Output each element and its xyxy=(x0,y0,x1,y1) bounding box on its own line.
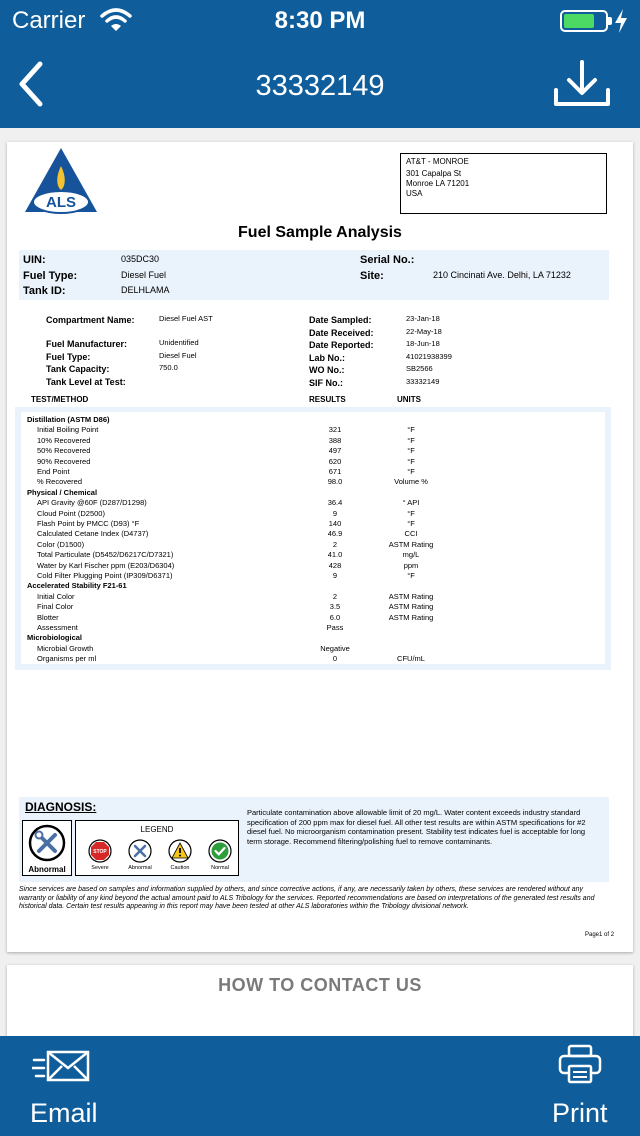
detail-label: Date Reported: xyxy=(309,340,374,350)
results-row xyxy=(21,570,605,581)
column-header-method: TEST/METHOD xyxy=(31,395,89,404)
test-result-value: 497 xyxy=(328,446,342,456)
site-value: 210 Cincinati Ave. Delhi, LA 71232 xyxy=(433,270,571,280)
abnormal-tools-icon xyxy=(28,824,66,862)
results-table xyxy=(21,412,605,664)
test-result-value: 46.9 xyxy=(327,529,343,539)
test-unit-value: ASTM Rating xyxy=(388,612,434,622)
test-result-value: 620 xyxy=(328,456,342,466)
legend-label: Normal xyxy=(211,865,229,871)
results-row xyxy=(21,518,605,529)
results-section-header xyxy=(21,414,605,425)
detail-value: 23-Jan-18 xyxy=(406,314,440,323)
test-name: Organisms per ml xyxy=(37,654,97,664)
legend-label: Severe xyxy=(91,865,109,871)
test-result-value: 3.5 xyxy=(329,602,341,612)
stop-icon xyxy=(88,839,112,863)
detail-value: 33332149 xyxy=(406,376,440,386)
test-result-value: 0 xyxy=(332,654,338,664)
detail-value: 18-Jun-18 xyxy=(406,339,440,348)
test-unit-value: °F xyxy=(407,446,415,456)
check-icon xyxy=(208,839,232,863)
print-label: Print xyxy=(552,1098,608,1128)
test-unit-value: °F xyxy=(407,467,415,476)
test-unit-value: CCI xyxy=(404,529,418,539)
test-result-value: 321 xyxy=(328,425,342,435)
test-result-value: Negative xyxy=(320,643,350,653)
test-unit-value: ppm xyxy=(403,560,419,570)
detail-value: SB2566 xyxy=(406,364,433,373)
results-row xyxy=(21,622,605,633)
detail-label: Lab No.: xyxy=(309,352,345,363)
address-line: 301 Capalpa St xyxy=(406,169,462,178)
results-row xyxy=(21,476,605,487)
results-row xyxy=(21,560,605,571)
download-button[interactable] xyxy=(552,60,612,110)
test-result-value: 41.0 xyxy=(327,550,343,560)
test-name: Flash Point by PMCC (D93) °F xyxy=(37,519,140,528)
test-unit-value: mg/L xyxy=(402,550,420,560)
test-result-value: 388 xyxy=(328,435,342,445)
site-label: Site: xyxy=(360,270,384,282)
report-title: Fuel Sample Analysis xyxy=(238,224,402,241)
results-row xyxy=(21,435,605,446)
legend-label: Caution xyxy=(170,865,190,871)
results-section-header xyxy=(21,632,605,643)
address-line: AT&T - MONROE xyxy=(406,157,469,166)
detail-label: Tank Capacity: xyxy=(46,364,110,374)
report-page-2[interactable] xyxy=(7,965,633,1045)
test-result-value: 140 xyxy=(328,519,342,528)
results-row xyxy=(21,591,605,602)
stop-icon-text: STOP xyxy=(93,849,107,855)
test-name: Total Particulate (D5452/D6217C/D7321) xyxy=(37,550,174,560)
detail-label: Date Sampled: xyxy=(309,315,372,325)
detail-label: WO No.: xyxy=(309,365,345,375)
tools-icon xyxy=(128,839,152,863)
legend-item-severe xyxy=(80,839,120,875)
diagnosis-status-box xyxy=(22,820,72,876)
logo-text: ALS xyxy=(46,194,76,211)
legend xyxy=(75,820,239,876)
column-header-results: RESULTS xyxy=(309,395,346,404)
test-name: Calculated Cetane Index (D4737) xyxy=(37,529,149,539)
status-bar xyxy=(0,0,640,40)
fuel-type-label: Fuel Type: xyxy=(23,270,78,282)
tank-id-value: DELHLAMA xyxy=(121,285,170,295)
nav-title: 33332149 xyxy=(255,70,385,102)
detail-label: Fuel Manufacturer: xyxy=(46,339,128,349)
printer-icon xyxy=(558,1044,602,1084)
results-row xyxy=(21,549,605,560)
test-unit-value: °F xyxy=(407,508,415,518)
results-section-header xyxy=(21,487,605,498)
test-name: Assessment xyxy=(37,623,78,632)
test-name: 50% Recovered xyxy=(37,446,91,456)
results-row xyxy=(21,456,605,467)
email-icon xyxy=(32,1048,92,1084)
test-name: Color (D1500) xyxy=(37,539,85,549)
battery-icon xyxy=(560,10,608,32)
diagnosis-status-label: Abnormal xyxy=(28,865,66,874)
legend-label: Abnormal xyxy=(128,865,152,871)
bottom-toolbar xyxy=(0,1036,640,1136)
results-row xyxy=(21,497,605,508)
print-button[interactable] xyxy=(540,1036,630,1136)
test-result-value: 2 xyxy=(332,591,338,601)
detail-value: Diesel Fuel AST xyxy=(159,314,213,323)
test-result-value: 2 xyxy=(332,539,338,549)
uin-value: 035DC30 xyxy=(121,254,160,264)
download-icon xyxy=(552,60,612,110)
test-name: Cold Filter Plugging Point (IP309/D6371) xyxy=(37,571,173,580)
detail-value: Unidentified xyxy=(159,338,199,347)
test-unit-value: °F xyxy=(407,435,415,445)
page-number: Page1 of 2 xyxy=(585,932,615,938)
test-name: Blotter xyxy=(37,612,59,622)
detail-value: Diesel Fuel xyxy=(159,351,197,360)
results-row xyxy=(21,653,605,664)
contact-heading: HOW TO CONTACT US xyxy=(218,975,422,995)
detail-value: 750.0 xyxy=(159,363,178,372)
test-name: Initial Boiling Point xyxy=(37,425,99,435)
test-unit-value: ASTM Rating xyxy=(388,539,434,549)
results-row xyxy=(21,612,605,623)
carrier-label: Carrier xyxy=(12,7,86,34)
legend-item-abnormal xyxy=(120,839,160,875)
tank-id-label: Tank ID: xyxy=(23,285,66,297)
test-name: Final Color xyxy=(37,602,74,612)
results-row xyxy=(21,643,605,654)
diagnosis-text: Particulate contamination above allowable limit of 20 mg/L. Water content exceeds industry standard specification of 200 ppm max for diesel fuel. All other test results are within ASTM specifications for #2 diesel fuel. No microorganism contamination present. Stability test indicates fuel is acceptable for long term storage. Recommend filtering/polishing fuel to remove contaminants. xyxy=(247,808,586,846)
section-name: Microbiological xyxy=(27,633,83,643)
test-result-value: 98.0 xyxy=(327,477,343,487)
results-row xyxy=(21,601,605,612)
nav-bar xyxy=(0,40,640,128)
results-row xyxy=(21,508,605,519)
detail-label: Tank Level at Test: xyxy=(46,377,126,387)
test-name: 10% Recovered xyxy=(37,435,91,445)
test-result-value: 428 xyxy=(328,560,342,570)
customer-address xyxy=(400,153,607,214)
battery-level xyxy=(564,14,594,28)
fuel-type-value: Diesel Fuel xyxy=(121,270,167,280)
detail-value: 41021938399 xyxy=(406,351,452,361)
section-name: Physical / Chemical xyxy=(27,487,98,497)
test-name: 90% Recovered xyxy=(37,456,91,466)
test-result-value: 36.4 xyxy=(327,498,343,508)
test-name: Water by Karl Fischer ppm (E203/D6304) xyxy=(37,560,175,570)
section-name: Accelerated Stability F21-61 xyxy=(27,581,127,591)
results-row xyxy=(21,466,605,477)
disclaimer: Since services are based on samples and information supplied by others, and since corrective actions, if any, are necessarily taken by others, these services are rendered without any warranty or liability of any kind beyond the actual amount paid to ALS Tribology for the services. Reported recommendations are based on interpretations of the generated test results and historical data. Certain test results appearing in this report may have been tested at other ALS laboratories within the Tribology divisional network. xyxy=(19,886,595,910)
address-line: Monroe LA 71201 xyxy=(406,179,470,188)
test-result-value: Pass xyxy=(326,623,344,632)
legend-title: LEGEND xyxy=(140,825,174,834)
email-button[interactable] xyxy=(20,1036,120,1136)
test-unit-value: °F xyxy=(407,519,415,528)
test-name: Initial Color xyxy=(37,591,75,601)
test-unit-value: °F xyxy=(407,571,415,580)
test-unit-value: ° API xyxy=(402,498,420,508)
detail-value: 22-May-18 xyxy=(406,326,442,336)
report-page-1[interactable] xyxy=(7,142,633,952)
column-header-units: UNITS xyxy=(397,395,421,404)
test-unit-value: Volume % xyxy=(394,477,428,487)
results-section-header xyxy=(21,580,605,591)
test-name: Microbial Growth xyxy=(37,643,94,653)
test-result-value: 9 xyxy=(332,508,338,518)
test-name: API Gravity @60F (D287/D1298) xyxy=(37,498,147,508)
test-name: End Point xyxy=(37,467,70,476)
als-logo xyxy=(23,146,99,218)
test-result-value: 9 xyxy=(332,571,338,580)
test-unit-value: ASTM Rating xyxy=(388,602,434,612)
charging-icon xyxy=(614,9,628,38)
serial-label: Serial No.: xyxy=(360,254,415,266)
test-unit-value: °F xyxy=(407,456,415,466)
clock: 8:30 PM xyxy=(274,7,366,34)
diagnosis-title: DIAGNOSIS: xyxy=(25,800,97,814)
uin-label: UIN: xyxy=(23,254,46,266)
results-row xyxy=(21,528,605,539)
test-result-value: 6.0 xyxy=(329,612,341,622)
test-name: % Recovered xyxy=(37,477,83,487)
results-row xyxy=(21,424,605,435)
section-name: Distillation (ASTM D86) xyxy=(27,415,110,424)
test-unit-value: °F xyxy=(407,425,415,435)
legend-item-caution xyxy=(160,839,200,875)
results-row xyxy=(21,539,605,550)
address-line: USA xyxy=(406,189,423,198)
detail-label: Date Received: xyxy=(309,327,374,338)
test-unit-value: CFU/mL xyxy=(397,654,425,664)
detail-label: Compartment Name: xyxy=(46,315,135,325)
caution-icon xyxy=(168,839,192,863)
legend-item-normal xyxy=(200,839,240,875)
detail-label: SIF No.: xyxy=(309,377,343,388)
email-label: Email xyxy=(30,1098,98,1128)
test-result-value: 671 xyxy=(328,467,342,476)
detail-label: Fuel Type: xyxy=(46,352,91,362)
results-row xyxy=(21,445,605,456)
test-name: Cloud Point (D2500) xyxy=(37,508,105,518)
test-unit-value: ASTM Rating xyxy=(388,591,434,601)
